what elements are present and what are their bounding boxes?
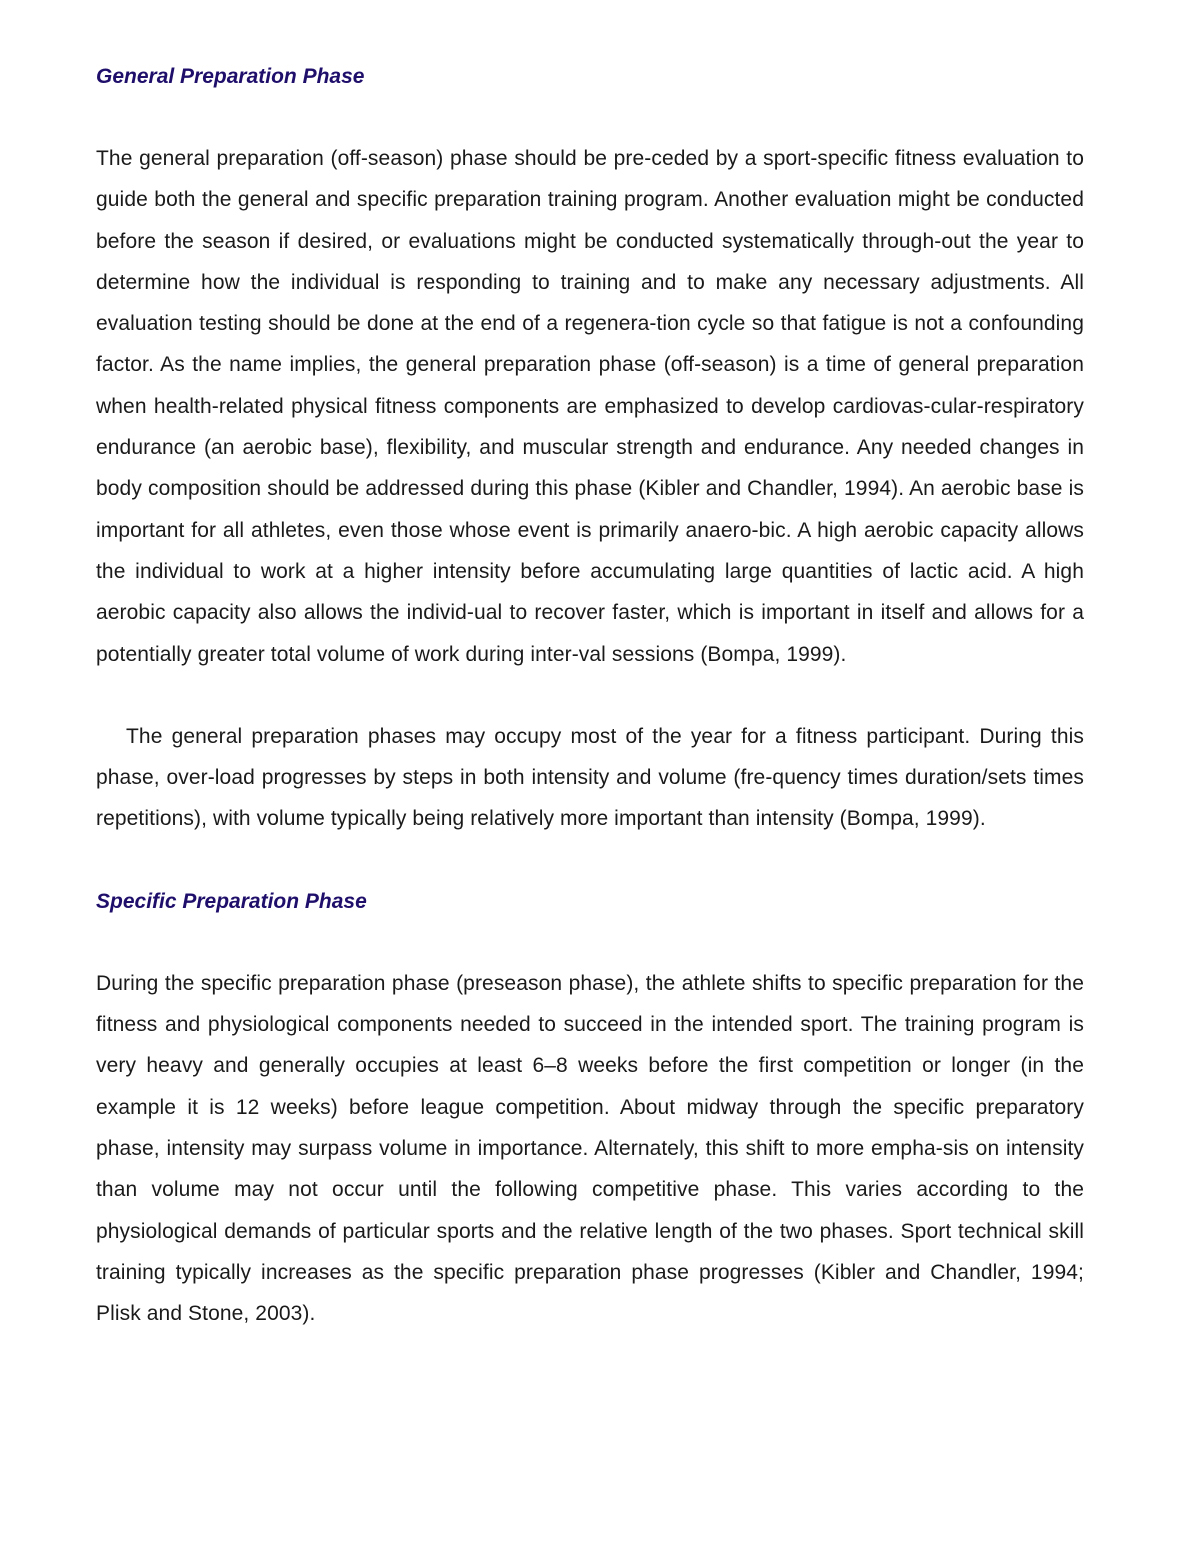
document-page bbox=[96, 56, 1084, 1334]
paragraph-specific-1: During the specific preparation phase (preseason phase), the athlete shifts to specific preparation for the fitness and physiological components needed to succeed in the intended sport. The training program is very heavy and generally occupies at least 6–8 weeks before the first competition or longer (in the example it is 12 weeks) before league competition. About midway through the specific preparatory phase, intensity may surpass volume in importance. Alternately, this shift to more empha-sis on intensity than volume may not occur until the following competitive phase. This varies according to the physiological demands of particular sports and the relative length of the two phases. Sport technical skill training typically increases as the specific preparation phase progresses (Kibler and Chandler, 1994; Plisk and Stone, 2003). bbox=[96, 971, 1084, 1326]
spacer bbox=[96, 675, 1084, 716]
spacer bbox=[96, 97, 1084, 138]
paragraph-general-2: The general preparation phases may occupy most of the year for a fitness participant. During this phase, over-load progresses by steps in both intensity and volume (fre-quency times duration/sets times repetitions), with volume typically being relatively more important than intensity (Bompa, 1999). bbox=[96, 724, 1084, 831]
spacer bbox=[96, 840, 1084, 881]
section-heading-specific: Specific Preparation Phase bbox=[96, 889, 367, 913]
spacer bbox=[96, 922, 1084, 963]
paragraph-general-1: The general preparation (off-season) phase should be pre-ceded by a sport-specific fitness evaluation to guide both the general and specific preparation training program. Another evaluation might be conducted before the season if desired, or evaluations might be conducted systematically through-out the year to determine how the individual is responding to training and to make any necessary adjustments. All evaluation testing should be done at the end of a regenera-tion cycle so that fatigue is not a confounding factor. As the name implies, the general preparation phase (off-season) is a time of general preparation when health-related physical fitness components are emphasized to develop cardiovas-cular-respiratory endurance (an aerobic base), flexibility, and muscular strength and endurance. Any needed changes in body composition should be addressed during this phase (Kibler and Chandler, 1994). An aerobic base is important for all athletes, even those whose event is primarily anaero-bic. A high aerobic capacity allows the individual to work at a higher intensity before accumulating large quantities of lactic acid. A high aerobic capacity also allows the individ-ual to recover faster, which is important in itself and allows for a potentially greater total volume of work during inter-val sessions (Bompa, 1999). bbox=[96, 147, 1084, 666]
section-heading-general: General Preparation Phase bbox=[96, 65, 365, 88]
